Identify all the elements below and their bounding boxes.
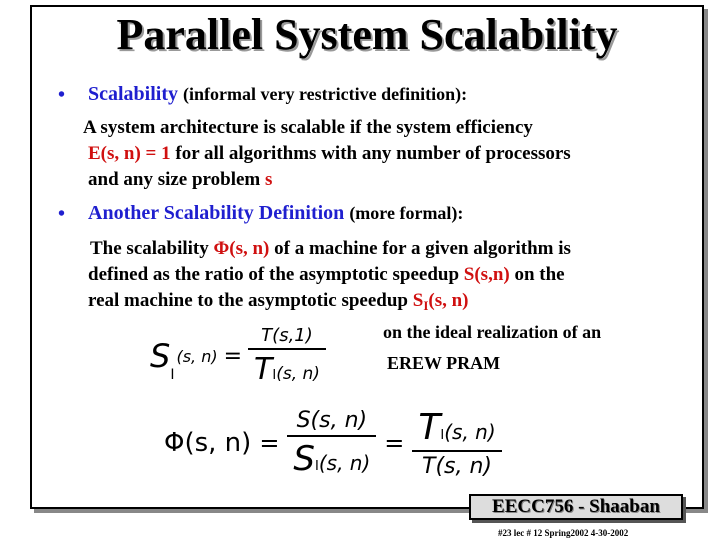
section2-line5: EREW PRAM [387,353,501,373]
section1-heading-line [88,83,467,106]
section1-line1: A system architecture is scalable if the system efficiency [83,117,533,138]
bullet-2: • [58,203,66,225]
section2-line3: real machine to the asymptotic speedup $S_I(s$, n) [88,290,469,313]
slide-title: Parallel System Scalability [116,10,618,59]
section2-heading: Another Scalability Definition [88,202,345,224]
section2-line1: The scalability Φ(s, n) of a machine for a given algorithm is [90,238,571,259]
equation-scalability: Φ(s, n) = $\frac{S(s, n)}{SI(s, n)}$ = $\frac{TI(s, n)}{T(s, n)}$ [164,407,502,479]
section2-heading-line [88,202,463,225]
section1-heading-note: (informal very restrictive definition): [183,84,468,104]
section1-line2: E(s, n) = 1 for all algorithms with any number of processors [88,143,571,164]
speedup-ideal: $S_I(s$, n) [412,290,469,313]
speedup-real: S(s,n) [463,264,510,285]
section2-heading-note: (more formal): [349,203,464,223]
scalability-phi: Φ(s, n) [213,238,270,259]
bullet-1: • [58,84,66,106]
section2-line4: on the ideal realization of an [383,322,602,342]
section1-line3: and any size problem s [88,169,273,190]
slide-frame [30,5,704,509]
slide-footer: #23 lec # 12 Spring2002 4-30-2002 [498,528,629,538]
section2-line2: defined as the ratio of the asymptotic speedup S(s,n) on the [88,264,565,285]
equation-speedup-ideal: S I (s, n) = $\frac{T(s,1)}{TI(s, n)}$ [150,325,326,387]
course-badge: EECC756 - Shaaban [469,494,683,520]
efficiency-formula: E(s, n) = 1 [88,143,171,164]
section1-heading: Scalability [88,83,179,105]
problem-size-s: s [265,169,273,190]
